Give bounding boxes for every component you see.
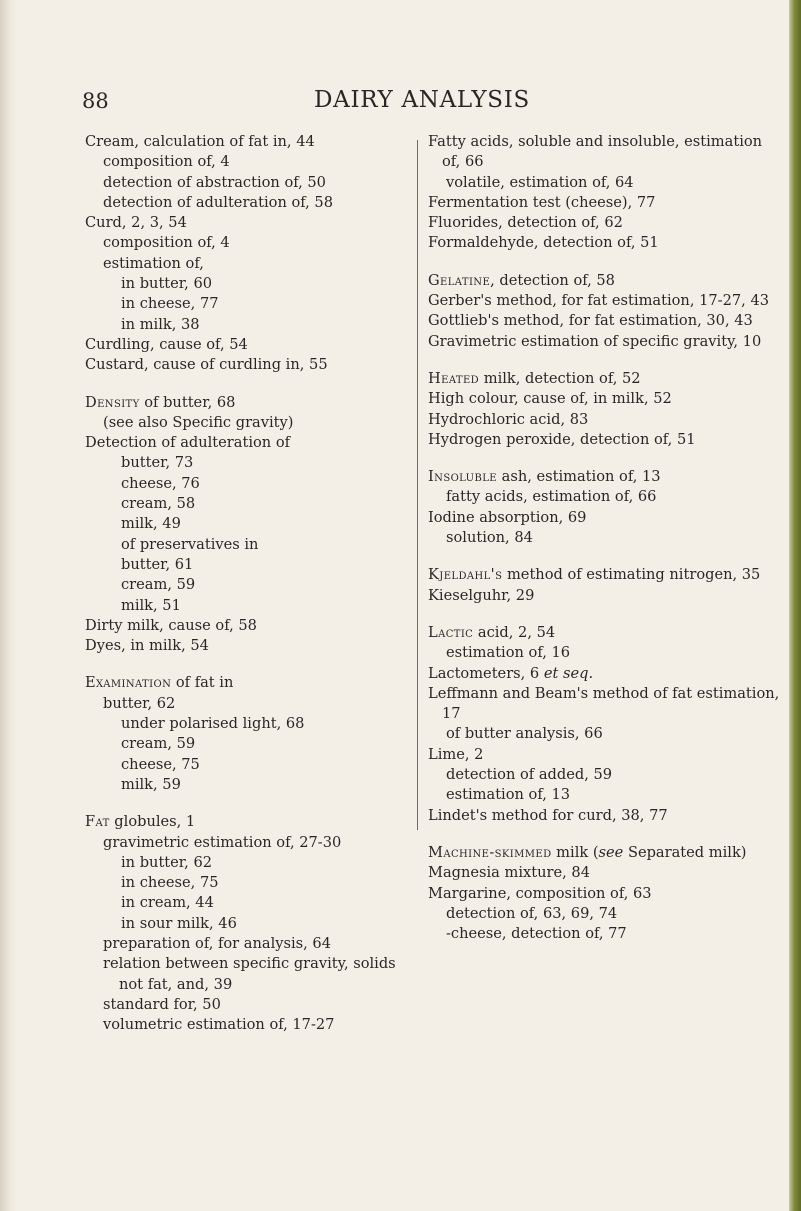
index-entry — [428, 745, 780, 765]
entry-text: under polarised light, 68 — [121, 715, 305, 733]
entry-headword: Gelatine — [428, 271, 491, 289]
entry-text: estimation of, 16 — [446, 644, 571, 662]
entry-text: in butter, 60 — [121, 275, 213, 293]
index-entry — [85, 833, 415, 853]
entry-text: Gottlieb's method, for fat estimation, 30, 43 — [428, 312, 753, 330]
index-entry — [428, 332, 780, 352]
entry-text: Dyes, in milk, 54 — [85, 637, 209, 655]
index-entry — [428, 664, 780, 684]
index-entry — [85, 413, 415, 433]
index-entry — [85, 734, 415, 754]
entry-text: gravimetric estimation of, 27-30 — [103, 833, 342, 851]
index-entry — [85, 555, 415, 575]
index-entry — [428, 904, 780, 924]
entry-text: detection of added, 59 — [446, 766, 613, 784]
index-entry — [85, 755, 415, 775]
entry-text: Fluorides, detection of, 62 — [428, 214, 623, 232]
index-entry — [428, 785, 780, 805]
entry-headword: Insoluble — [428, 468, 497, 486]
index-entry — [428, 291, 780, 311]
entry-text: of butter, 68 — [139, 393, 236, 411]
index-entry — [428, 132, 780, 173]
index-entry — [85, 514, 415, 534]
entry-text: cream, 58 — [121, 495, 196, 513]
entry-text: milk, 59 — [121, 775, 181, 793]
entry-text: globules, 1 — [109, 813, 196, 831]
index-entry — [428, 724, 780, 744]
entry-text: (see also Specific gravity) — [103, 413, 294, 431]
index-entry — [428, 806, 780, 826]
index-entry — [428, 765, 780, 785]
index-entry — [428, 369, 780, 389]
entry-text: Lindet's method for curd, 38, 77 — [428, 806, 668, 824]
entry-text: Magnesia mixture, 84 — [428, 864, 590, 882]
running-head: DAIRY ANALYSIS — [314, 87, 530, 113]
entry-text: volatile, estimation of, 64 — [446, 173, 634, 191]
entry-text: solution, 84 — [446, 529, 533, 547]
index-entry — [428, 193, 780, 213]
entry-italic: see — [598, 843, 624, 861]
entry-text: Fatty acids, soluble and insoluble, estimation of, 66 — [428, 133, 763, 171]
entry-text: method of estimating nitrogen, 35 — [502, 566, 761, 584]
index-entry — [85, 954, 415, 995]
entry-text: Curdling, cause of, 54 — [85, 335, 248, 353]
entry-text: Margarine, composition of, 63 — [428, 884, 652, 902]
entry-text: , detection of, 58 — [490, 271, 615, 289]
column-divider — [417, 140, 418, 830]
entry-text: Lactometers, 6 — [428, 664, 544, 682]
book-spine-edge — [789, 0, 801, 1211]
page-header — [0, 84, 801, 124]
entry-text: preparation of, for analysis, 64 — [103, 934, 331, 952]
page-edge-left — [0, 0, 16, 1211]
index-entry — [85, 233, 415, 253]
entry-text: fatty acids, estimation of, 66 — [446, 488, 657, 506]
index-entry — [428, 430, 780, 450]
index-entry — [85, 775, 415, 795]
index-entry — [428, 213, 780, 233]
entry-tail: Separated milk) — [623, 843, 747, 861]
index-entry — [428, 565, 780, 585]
entry-text: in milk, 38 — [121, 315, 200, 333]
index-entry — [85, 213, 415, 233]
index-entry — [428, 389, 780, 409]
index-entry — [428, 508, 780, 528]
entry-text: cheese, 76 — [121, 474, 200, 492]
entry-headword: Lactic — [428, 623, 474, 641]
index-entry — [428, 487, 780, 507]
index-entry — [85, 694, 415, 714]
index-entry — [85, 995, 415, 1015]
entry-text: standard for, 50 — [103, 995, 221, 1013]
entry-text: cheese, 75 — [121, 755, 200, 773]
index-entry — [428, 924, 780, 944]
entry-text: Hydrochloric acid, 83 — [428, 410, 589, 428]
entry-text: butter, 62 — [103, 694, 176, 712]
entry-text: detection of, 63, 69, 74 — [446, 904, 618, 922]
index-entry — [85, 193, 415, 213]
entry-text: of butter analysis, 66 — [446, 725, 603, 743]
entry-headword: Examination — [85, 674, 172, 692]
entry-headword: Density — [85, 393, 140, 411]
entry-text: estimation of, — [103, 254, 204, 272]
index-entry — [85, 315, 415, 335]
index-entry — [428, 643, 780, 663]
entry-headword: Heated — [428, 369, 480, 387]
entry-headword: Machine-skimmed — [428, 843, 552, 861]
index-entry — [85, 853, 415, 873]
entry-text: Kieselguhr, 29 — [428, 586, 535, 604]
entry-text: cream, 59 — [121, 576, 196, 594]
entry-text: cream, 59 — [121, 735, 196, 753]
entry-text: Formaldehyde, detection of, 51 — [428, 234, 659, 252]
entry-text: Custard, cause of curdling in, 55 — [85, 356, 328, 374]
entry-headword: Fat — [85, 813, 110, 831]
index-entry — [428, 528, 780, 548]
index-entry — [428, 863, 780, 883]
index-entry — [428, 843, 780, 863]
entry-text: milk, 51 — [121, 596, 181, 614]
index-entry — [85, 274, 415, 294]
entry-text: Curd, 2, 3, 54 — [85, 214, 187, 232]
index-entry — [428, 233, 780, 253]
index-entry — [85, 673, 415, 693]
index-entry — [85, 294, 415, 314]
entry-text: in sour milk, 46 — [121, 914, 237, 932]
index-entry — [85, 393, 415, 413]
entry-text: acid, 2, 54 — [473, 623, 556, 641]
entry-text: butter, 73 — [121, 454, 194, 472]
entry-italic: et seq. — [543, 664, 594, 682]
index-entry — [85, 575, 415, 595]
entry-text: in cheese, 75 — [121, 874, 219, 892]
index-entry — [428, 586, 780, 606]
index-entry — [428, 684, 780, 725]
entry-text: Cream, calculation of fat in, 44 — [85, 133, 315, 150]
index-entry — [85, 812, 415, 832]
entry-text: of fat in — [171, 674, 234, 692]
index-entry — [85, 873, 415, 893]
entry-text: -cheese, detection of, 77 — [446, 925, 627, 943]
index-entry — [85, 934, 415, 954]
index-entry — [85, 453, 415, 473]
index-entry — [428, 467, 780, 487]
index-entry — [85, 152, 415, 172]
entry-text: composition of, 4 — [103, 234, 230, 252]
entry-text: butter, 61 — [121, 555, 194, 573]
entry-text: milk ( — [551, 843, 599, 861]
index-entry — [428, 311, 780, 331]
index-entry — [85, 474, 415, 494]
index-entry — [85, 616, 415, 636]
index-entry — [85, 335, 415, 355]
index-entry — [85, 494, 415, 514]
index-entry — [85, 433, 415, 453]
index-entry — [428, 623, 780, 643]
entry-text: estimation of, 13 — [446, 786, 571, 804]
index-entry — [85, 254, 415, 274]
index-entry — [428, 884, 780, 904]
entry-text: Dirty milk, cause of, 58 — [85, 616, 257, 634]
entry-text: of preservatives in — [121, 535, 259, 553]
entry-text: detection of adulteration of, 58 — [103, 193, 333, 211]
entry-text: Fermentation test (cheese), 77 — [428, 193, 656, 211]
index-entry — [85, 893, 415, 913]
index-entry — [85, 535, 415, 555]
index-entry — [85, 355, 415, 375]
index-entry — [428, 410, 780, 430]
entry-text: milk, detection of, 52 — [479, 369, 641, 387]
index-entry — [85, 1015, 415, 1035]
entry-text: in cream, 44 — [121, 894, 214, 912]
entry-text: in butter, 62 — [121, 853, 213, 871]
entry-text: ash, estimation of, 13 — [496, 468, 661, 486]
entry-text: Iodine absorption, 69 — [428, 508, 587, 526]
entry-headword: Kjeldahl's — [428, 566, 503, 584]
entry-text: detection of abstraction of, 50 — [103, 173, 326, 191]
index-entry — [85, 596, 415, 616]
entry-text: High colour, cause of, in milk, 52 — [428, 390, 672, 408]
entry-text: Gravimetric estimation of specific gravity, 10 — [428, 332, 762, 350]
entry-text: Detection of adulteration of — [85, 434, 291, 452]
entry-text: Lime, 2 — [428, 745, 484, 763]
index-entry — [85, 132, 415, 152]
entry-text: composition of, 4 — [103, 153, 230, 171]
index-entry — [85, 636, 415, 656]
index-entry — [85, 173, 415, 193]
entry-text: Leffmann and Beam's method of fat estimation, 17 — [428, 684, 780, 723]
index-entry — [428, 271, 780, 291]
index-entry — [85, 914, 415, 934]
index-column-right — [428, 132, 780, 944]
entry-text: relation between specific gravity, solids not fat, and, 39 — [103, 955, 396, 993]
index-entry — [85, 714, 415, 734]
entry-text: in cheese, 77 — [121, 295, 219, 313]
entry-text: Gerber's method, for fat estimation, 17-27, 43 — [428, 292, 770, 310]
entry-text: Hydrogen peroxide, detection of, 51 — [428, 430, 696, 448]
index-column-left — [85, 132, 415, 1035]
page-number: 88 — [82, 89, 109, 113]
entry-text: milk, 49 — [121, 515, 181, 533]
entry-text: volumetric estimation of, 17-27 — [103, 1016, 335, 1034]
index-entry — [428, 173, 780, 193]
